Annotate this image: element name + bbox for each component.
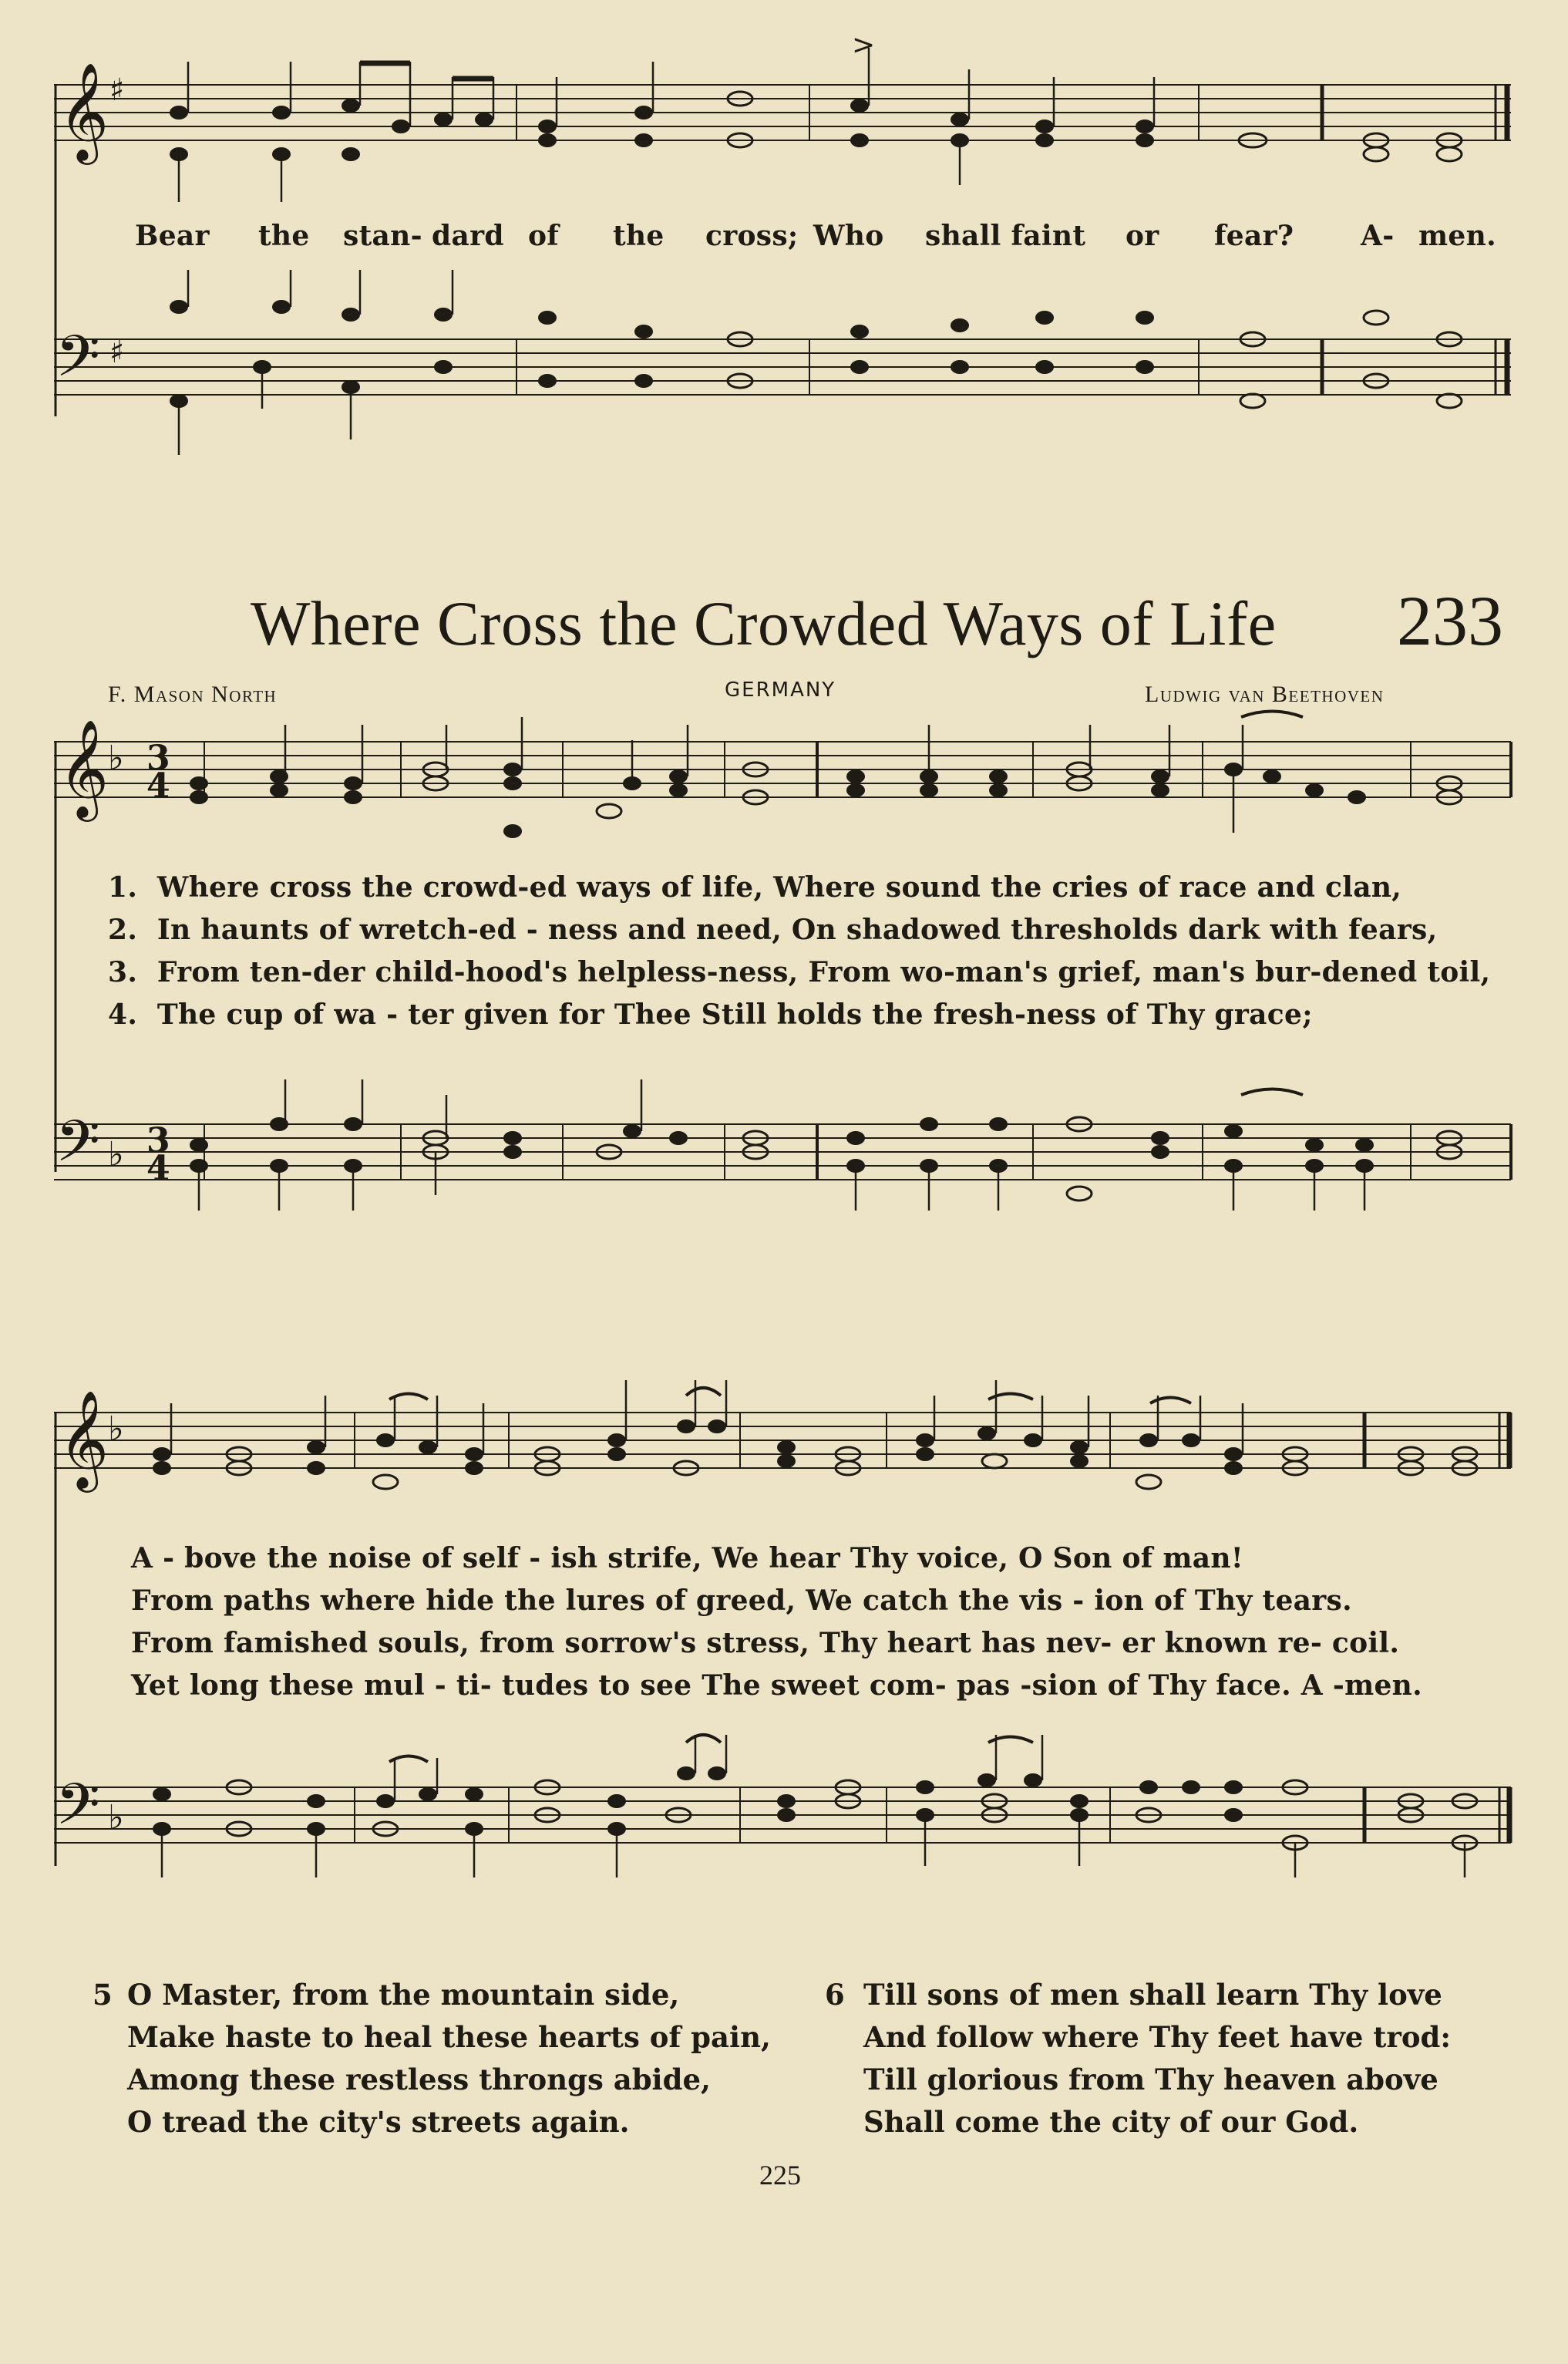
hymn-author: F. Mason North	[108, 682, 278, 707]
verse-6-line-2: And follow where Thy feet have trod:	[863, 2020, 1452, 2054]
svg-text:𝄢: 𝄢	[56, 1108, 100, 1189]
svg-text:𝄞: 𝄞	[59, 719, 109, 817]
hymn-number: 233	[1397, 581, 1503, 660]
verse-5-line-1: O Master, from the mountain side,	[127, 1978, 680, 2012]
svg-text:♭: ♭	[108, 739, 124, 778]
verse-6-line-1: Till sons of men shall learn Thy love	[863, 1978, 1442, 2012]
svg-text:♭: ♭	[108, 1798, 124, 1837]
system1-bass-staff	[0, 1049, 1568, 1234]
svg-text:𝄞: 𝄞	[59, 62, 109, 160]
system1-treble-staff	[0, 694, 1568, 879]
hymn-composer: Ludwig van Beethoven	[1145, 682, 1385, 707]
top-treble-staff	[0, 0, 1568, 247]
svg-text:♯: ♯	[109, 335, 125, 370]
svg-text:4: 4	[146, 1149, 170, 1188]
svg-text:3: 3	[146, 1121, 170, 1160]
tune-name: GERMANY	[725, 679, 836, 702]
system2-bass-staff	[0, 1712, 1568, 1912]
verse-1-line: 1. Where cross the crowd-ed ways of life, Where sound the cries of race and clan,	[108, 871, 1402, 904]
verse-6-line-4: Shall come the city of our God.	[863, 2105, 1359, 2139]
verse-1-line-2: A - bove the noise of self - ish strife, We hear Thy voice, O Son of man!	[131, 1542, 1243, 1574]
system2-treble-staff	[0, 1365, 1568, 1519]
svg-text:♭: ♭	[108, 1135, 124, 1174]
svg-text:>: >	[852, 29, 876, 61]
verse-6-number: 6	[825, 1978, 845, 2012]
verse-6-line-3: Till glorious from Thy heaven above	[863, 2063, 1438, 2096]
svg-text:𝄢: 𝄢	[56, 323, 100, 404]
verse-2-line-2: From paths where hide the lures of greed, We catch the vis - ion of Thy tears.	[131, 1584, 1352, 1617]
svg-text:♯: ♯	[109, 72, 125, 108]
verse-2-line: 2. In haunts of wretch-ed - ness and need, On shadowed thresholds dark with fears,	[108, 914, 1438, 946]
svg-text:𝄢: 𝄢	[56, 1771, 100, 1852]
svg-text:♭: ♭	[108, 1409, 124, 1449]
verse-3-line-2: From famished souls, from sorrow's stress, Thy heart has nev- er known re- coil.	[131, 1627, 1400, 1659]
svg-text:𝄞: 𝄞	[59, 1389, 109, 1488]
hymn-title: Where Cross the Crowded Ways of Life	[251, 588, 1277, 658]
verse-5-line-3: Among these restless throngs abide,	[127, 2063, 711, 2096]
verse-4-line: 4. The cup of wa - ter given for Thee Still holds the fresh-ness of Thy grace;	[108, 998, 1313, 1031]
verse-5-line-2: Make haste to heal these hearts of pain,	[127, 2020, 771, 2054]
top-bass-staff	[0, 254, 1568, 470]
page-number: 225	[759, 2160, 801, 2191]
verse-5-line-4: O tread the city's streets again.	[127, 2105, 630, 2139]
svg-text:4: 4	[146, 766, 170, 806]
svg-text:3: 3	[146, 739, 170, 778]
verse-4-line-2: Yet long these mul - ti- tudes to see The sweet com- pas -sion of Thy face. A -men.	[131, 1669, 1422, 1702]
verse-5-number: 5	[93, 1978, 113, 2012]
verse-3-line: 3. From ten-der child-hood's helpless-ness, From wo-man's grief, man's bur-dened toil,	[108, 956, 1491, 988]
